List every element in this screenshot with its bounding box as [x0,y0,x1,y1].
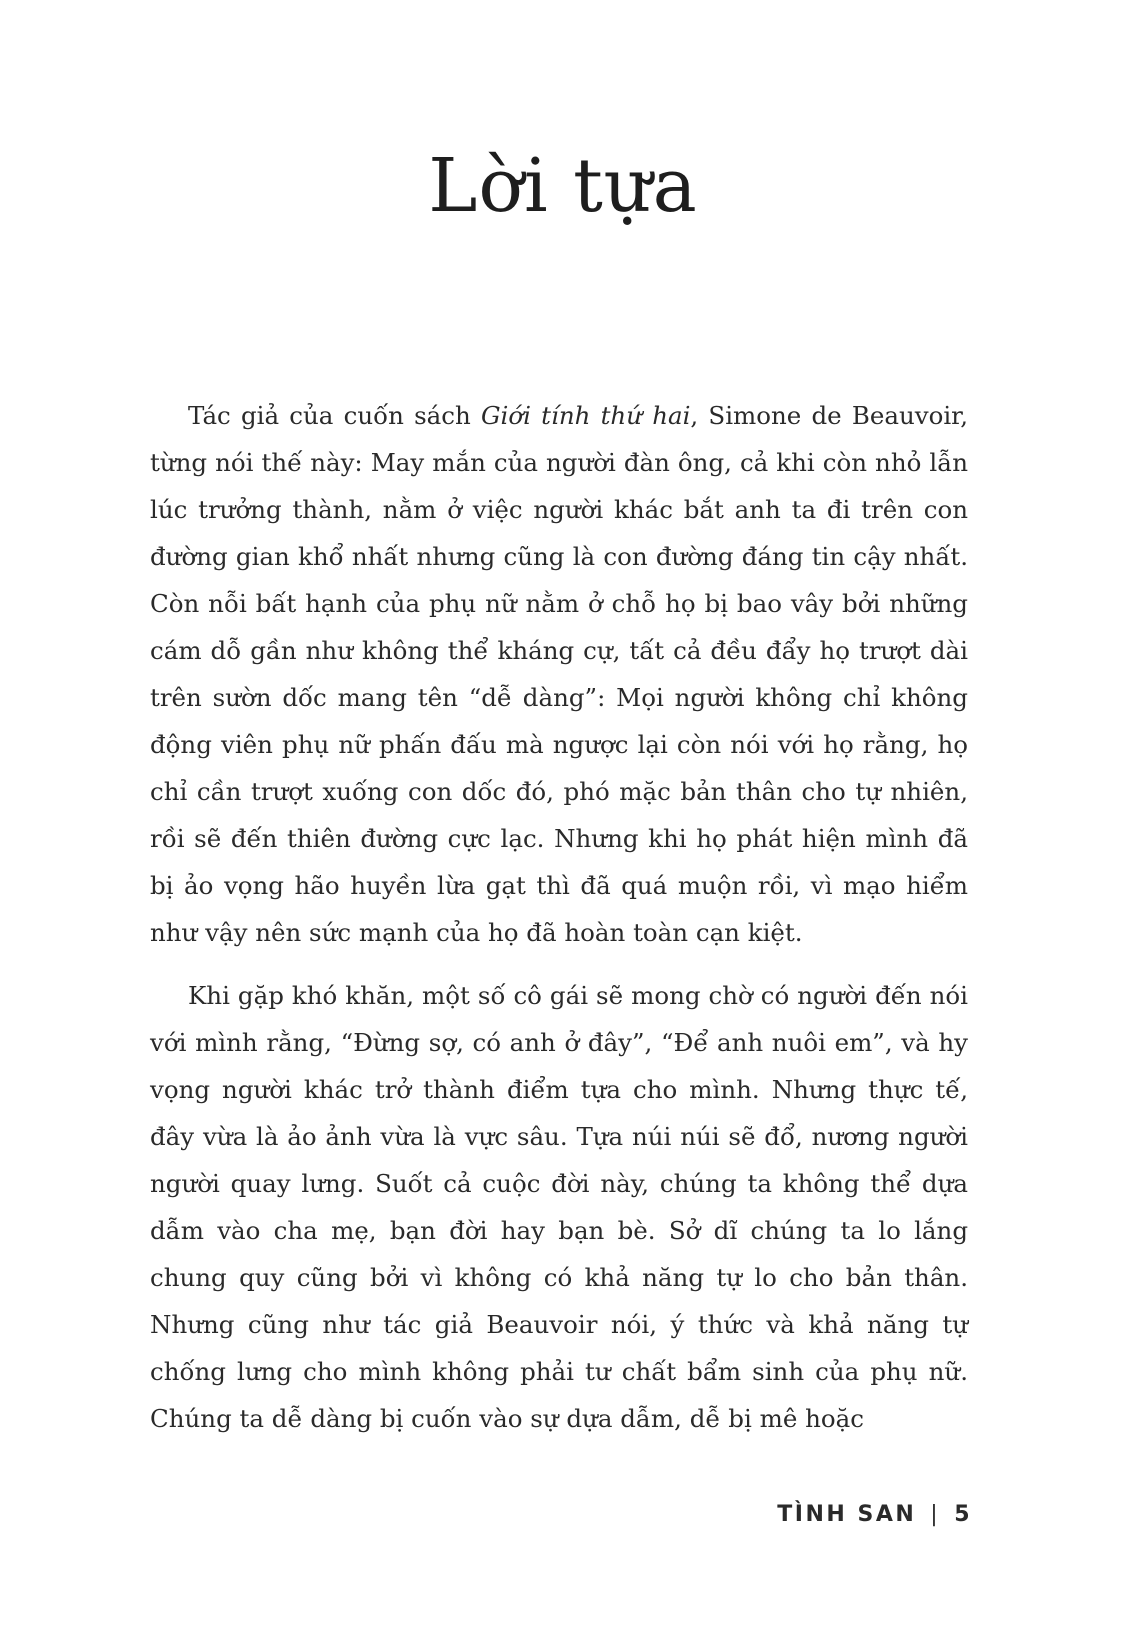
footer-separator: | [930,1502,941,1527]
book-title-italic: Giới tính thứ hai [480,401,691,430]
chapter-title: Lời tựa [428,143,698,229]
body-text [150,392,968,1458]
footer-author: TÌNH SAN [777,1502,917,1527]
paragraph-2: Khi gặp khó khăn, một số cô gái sẽ mong chờ có người đến nói với mình rằng, “Đừng sợ, có anh ở đây”, “Để anh nuôi em”, và hy vọng người khác trở thành điểm tựa cho mình. Nhưng thực tế, đây vừa là ảo ảnh vừa là vực sâu. Tựa núi núi sẽ đổ, nương người người quay lưng. Suốt cả cuộc đời này, chúng ta không thể dựa dẫm vào cha mẹ, bạn đời hay bạn bè. Sở dĩ chúng ta lo lắng chung quy cũng bởi vì không có khả năng tự lo cho bản thân. Nhưng cũng như tác giả Beauvoir nói, ý thức và khả năng tự chống lưng cho mình không phải tư chất bẩm sinh của phụ nữ. Chúng ta dễ dàng bị cuốn vào sự dựa dẫm, dễ bị mê hoặc [150,981,968,1433]
page-number: 5 [954,1502,972,1527]
paragraph-1-rest: , Simone de Beauvoir, từng nói thế này: May mắn của người đàn ông, cả khi còn nhỏ lẫn lúc trưởng thành, nằm ở việc người khác bắt anh ta đi trên con đường gian khổ nhất nhưng cũng là con đường đáng tin cậy nhất. Còn nỗi bất hạnh của phụ nữ nằm ở chỗ họ bị bao vây bởi những cám dỗ gần như không thể kháng cự, tất cả đều đẩy họ trượt dài trên sườn dốc mang tên “dễ dàng”: Mọi người không chỉ không động viên phụ nữ phấn đấu mà ngược lại còn nói với họ rằng, họ chỉ cần trượt xuống con dốc đó, phó mặc bản thân cho tự nhiên, rồi sẽ đến thiên đường cực lạc. Nhưng khi họ phát hiện mình đã bị ảo vọng hão huyền lừa gạt thì đã quá muộn rồi, vì mạo hiểm như vậy nên sức mạnh của họ đã hoàn toàn cạn kiệt. [150,401,968,947]
running-footer [777,1502,972,1527]
paragraph-1 [150,392,968,956]
paragraph-1-lead: Tác giả của cuốn sách [188,401,481,430]
